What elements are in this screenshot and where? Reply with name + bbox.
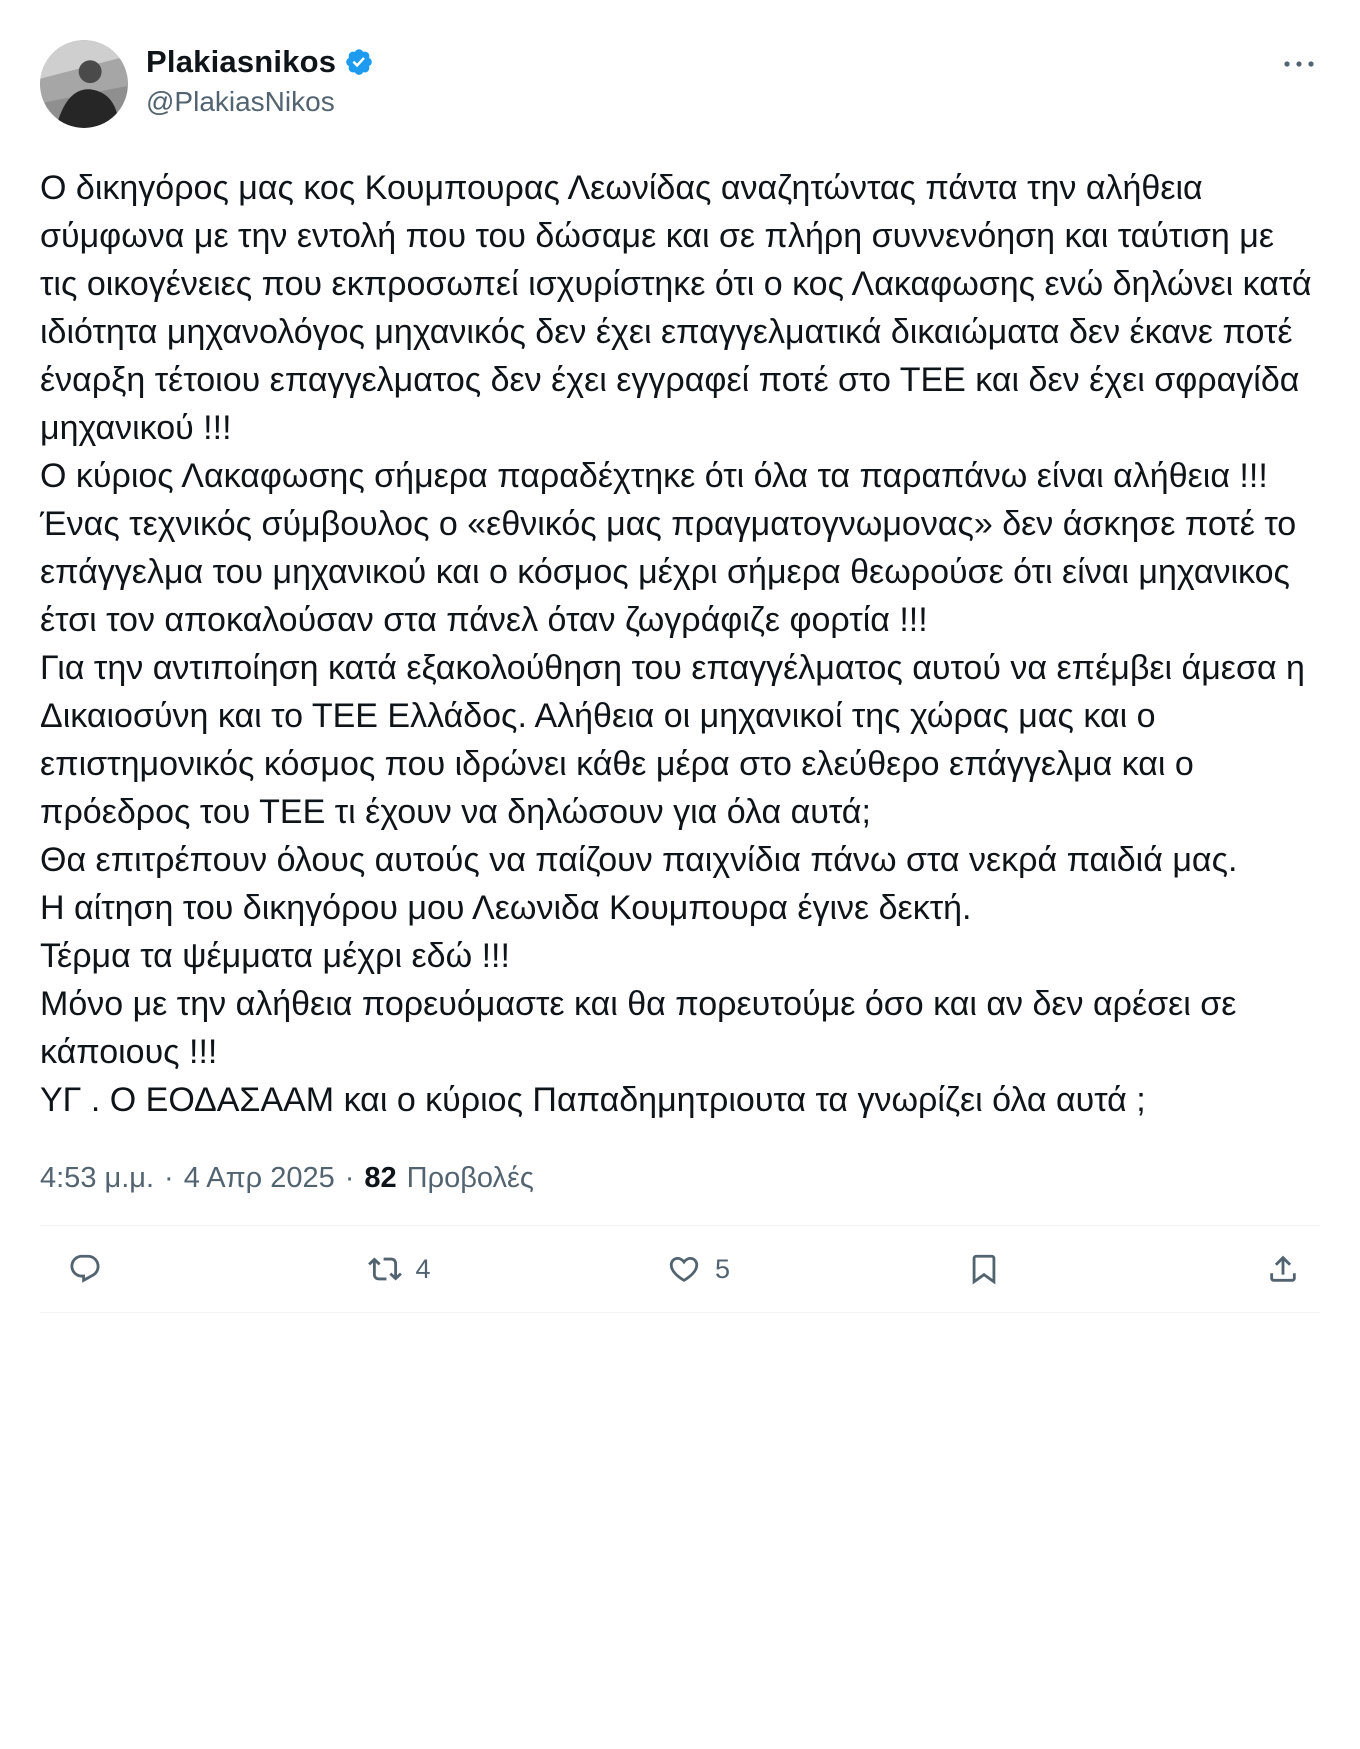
date: 4 Απρ 2025 bbox=[183, 1162, 335, 1194]
user-names bbox=[146, 40, 1278, 118]
like-icon bbox=[667, 1252, 701, 1286]
verified-badge-icon bbox=[344, 47, 374, 77]
tweet-paragraph: Τέρμα τα ψέμματα μέχρι εδώ !!! bbox=[40, 937, 510, 975]
tweet-paragraph: Μόνο με την αλήθεια πορευόμαστε και θα πορευτούμε όσο και αν δεν αρέσει σε κάποιους !!! bbox=[40, 985, 1237, 1071]
reply-button[interactable] bbox=[68, 1252, 368, 1286]
more-options-icon bbox=[1282, 58, 1316, 70]
repost-icon bbox=[368, 1252, 402, 1286]
user-handle[interactable]: @PlakiasNikos bbox=[146, 86, 335, 117]
tweet-text bbox=[40, 164, 1320, 1124]
share-icon bbox=[1266, 1252, 1300, 1286]
meta-separator: · bbox=[344, 1162, 355, 1194]
share-button[interactable] bbox=[1266, 1252, 1300, 1286]
tweet-paragraph: Θα επιτρέπουν όλους αυτούς να παίζουν παιχνίδια πάνω στα νεκρά παιδιά μας. bbox=[40, 841, 1238, 879]
bookmark-button[interactable] bbox=[967, 1252, 1267, 1286]
tweet-header bbox=[40, 40, 1320, 128]
like-button[interactable] bbox=[667, 1252, 967, 1286]
tweet-paragraph: Ο κύριος Λακαφωσης σήμερα παραδέχτηκε ότι όλα τα παραπάνω είναι αλήθεια !!! bbox=[40, 457, 1268, 495]
bookmark-icon bbox=[967, 1252, 1001, 1286]
avatar-photo bbox=[40, 40, 128, 128]
tweet-paragraph: ΥΓ . Ο ΕΟΔΑΣΑΑΜ και ο κύριος Παπαδημητριουτα τα γνωρίζει όλα αυτά ; bbox=[40, 1081, 1146, 1119]
tweet-meta bbox=[40, 1162, 1320, 1225]
timestamp: 4:53 μ.μ. bbox=[40, 1162, 155, 1194]
more-options-button[interactable] bbox=[1278, 48, 1320, 80]
display-name[interactable]: Plakiasnikos bbox=[146, 44, 337, 79]
views-count: 82 bbox=[364, 1162, 397, 1194]
tweet-paragraph: Ο δικηγόρος μας κος Κουμπουρας Λεωνίδας αναζητώντας πάντα την αλήθεια σύμφωνα με την εντολή που του δώσαμε και σε πλήρη συννενόηση και ταύτιση με τις οικογένειες που εκπροσωπεί ισχυρίστηκε ότι ο κος Λακαφωσης ενώ δηλώνει κατά ιδιότητα μηχανολόγος μηχανικός δεν έχει επαγγελματικά δικαιώματα δεν έκανε ποτέ έναρξη τέτοιου επαγγελματος δεν έχει εγγραφεί ποτέ στο ΤΕΕ και δεν έχει σφραγίδα μηχανικού !!! bbox=[40, 169, 1312, 447]
avatar[interactable] bbox=[40, 40, 128, 128]
tweet-paragraph: Η αίτηση του δικηγόρου μου Λεωνιδα Κουμπουρα έγινε δεκτή. bbox=[40, 889, 972, 927]
views-label[interactable]: Προβολές bbox=[406, 1162, 534, 1194]
reply-icon bbox=[68, 1252, 102, 1286]
tweet-paragraph: Για την αντιποίηση κατά εξακολούθηση του επαγγέλματος αυτού να επέμβει άμεσα η Δικαιοσύνη και το ΤΕΕ Ελλάδος. Αλήθεια οι μηχανικοί της χώρας μας και ο επιστημονικός κόσμος που ιδρώνει κάθε μέρα στο ελεύθερο επάγγελμα και ο πρόεδρος του ΤΕΕ τι έχουν να δηλώσουν για όλα αυτά; bbox=[40, 649, 1305, 831]
like-count: 5 bbox=[715, 1253, 731, 1284]
tweet-paragraph: Ένας τεχνικός σύμβουλος ο «εθνικός μας πραγματογνωμονας» δεν άσκησε ποτέ το επάγγελμα του μηχανικού και ο κόσμος μέχρι σήμερα θεωρούσε ότι είναι μηχανικος έτσι τον αποκαλούσαν στα πάνελ όταν ζωγράφιζε φορτία !!! bbox=[40, 505, 1297, 639]
action-bar bbox=[40, 1225, 1320, 1313]
meta-separator: · bbox=[164, 1162, 174, 1194]
repost-button[interactable] bbox=[368, 1252, 668, 1286]
repost-count: 4 bbox=[415, 1253, 431, 1284]
